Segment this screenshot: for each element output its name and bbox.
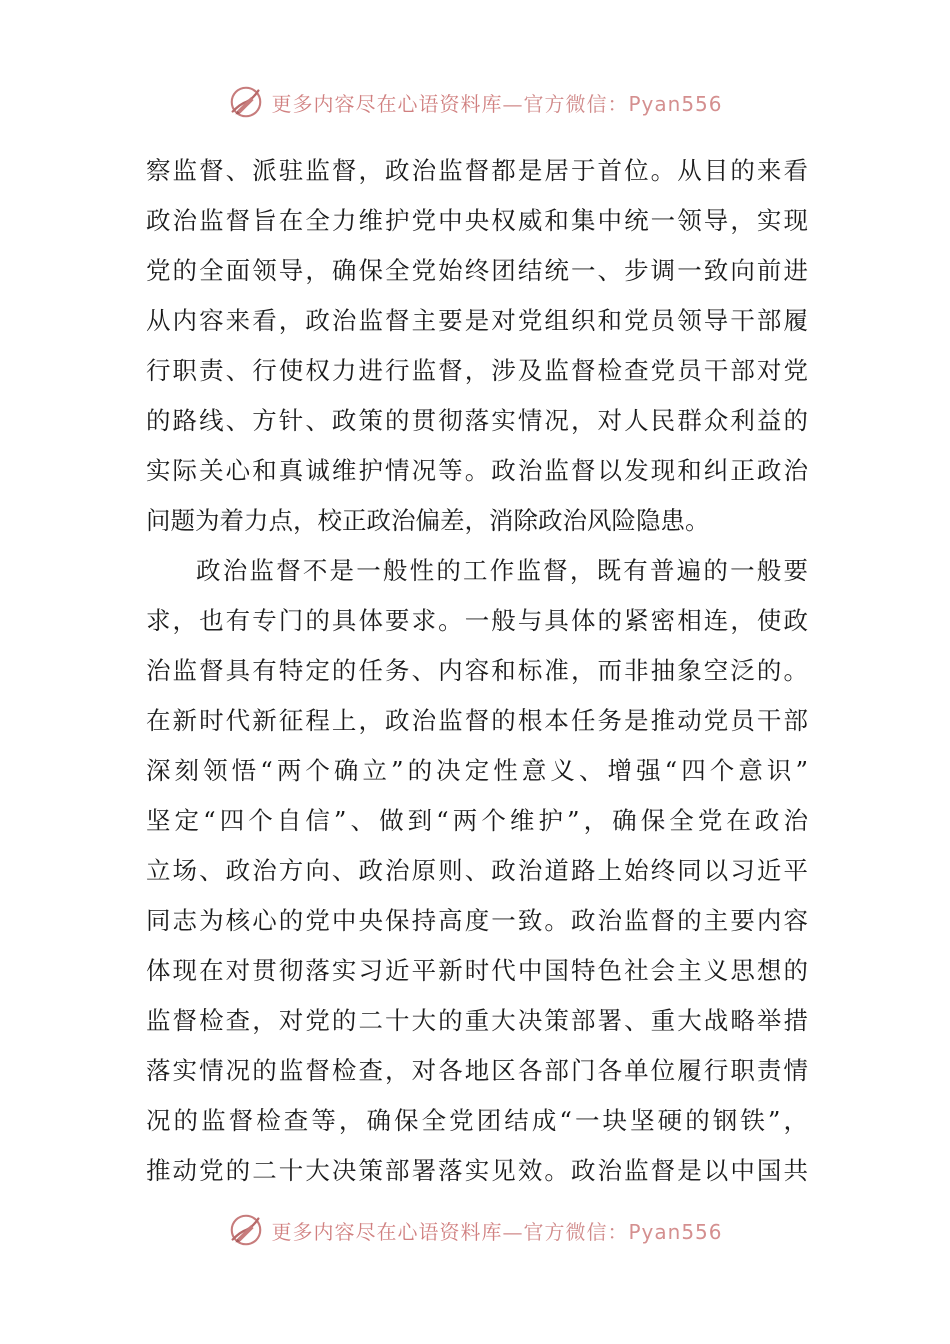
- text-line: 立场、政治方向、政治原则、政治道路上始终同以习近平: [146, 856, 808, 885]
- pen-logo-icon: [227, 83, 265, 121]
- watermark-wechat-id: Pyan556: [628, 1219, 723, 1244]
- text-line: 问题为着力点，校正政治偏差，消除政治风险隐患。: [146, 506, 710, 535]
- paragraph-first-line: 政治监督不是一般性的工作监督，既有普遍的一般要: [196, 556, 808, 585]
- text-line: 实际关心和真诚维护情况等。政治监督以发现和纠正政治: [146, 456, 808, 485]
- text-line: 行职责、行使权力进行监督，涉及监督检查党员干部对党: [146, 356, 808, 385]
- text-line: 况的监督检查等，确保全党团结成“一块坚硬的钢铁”，: [146, 1106, 808, 1135]
- document-body: [146, 146, 808, 1196]
- text-line: 在新时代新征程上，政治监督的根本任务是推动党员干部: [146, 706, 808, 735]
- text-line: 察监督、派驻监督，政治监督都是居于首位。从目的来看: [146, 156, 808, 185]
- text-line: 监督检查，对党的二十大的重大决策部署、重大战略举措: [146, 1006, 808, 1035]
- watermark-separator: —: [502, 1219, 524, 1244]
- header-watermark: [0, 80, 950, 124]
- text-line: 治监督具有特定的任务、内容和标准，而非抽象空泛的。: [146, 656, 808, 685]
- text-line: 从内容来看，政治监督主要是对党组织和党员领导干部履: [146, 306, 808, 335]
- text-line: 同志为核心的党中央保持高度一致。政治监督的主要内容: [146, 906, 808, 935]
- text-line: 推动党的二十大决策部署落实见效。政治监督是以中国共: [146, 1156, 808, 1185]
- text-line: 党的全面领导，确保全党始终团结统一、步调一致向前进: [146, 256, 808, 285]
- watermark-wechat-id: Pyan556: [628, 91, 723, 116]
- watermark-brand: 更多内容尽在心语资料库: [271, 91, 503, 116]
- watermark-separator: —: [502, 91, 524, 116]
- text-line: 体现在对贯彻落实习近平新时代中国特色社会主义思想的: [146, 956, 808, 985]
- watermark-wechat-label: 官方微信：: [523, 91, 629, 116]
- watermark-brand: 更多内容尽在心语资料库: [271, 1219, 503, 1244]
- text-line: 的路线、方针、政策的贯彻落实情况，对人民群众利益的: [146, 406, 808, 435]
- watermark-text: [271, 88, 722, 117]
- text-line: 政治监督旨在全力维护党中央权威和集中统一领导，实现: [146, 206, 808, 235]
- watermark-text: [271, 1216, 722, 1245]
- watermark-group: [227, 83, 722, 121]
- pen-logo-icon: [227, 1211, 265, 1249]
- text-line: 坚定“四个自信”、做到“两个维护”，确保全党在政治: [146, 806, 808, 835]
- text-line: 深刻领悟“两个确立”的决定性意义、增强“四个意识”: [146, 756, 808, 785]
- watermark-group: [227, 1211, 722, 1249]
- watermark-wechat-label: 官方微信：: [523, 1219, 629, 1244]
- text-line: 求，也有专门的具体要求。一般与具体的紧密相连，使政: [146, 606, 808, 635]
- footer-watermark: [0, 1208, 950, 1252]
- text-line: 落实情况的监督检查，对各地区各部门各单位履行职责情: [146, 1056, 808, 1085]
